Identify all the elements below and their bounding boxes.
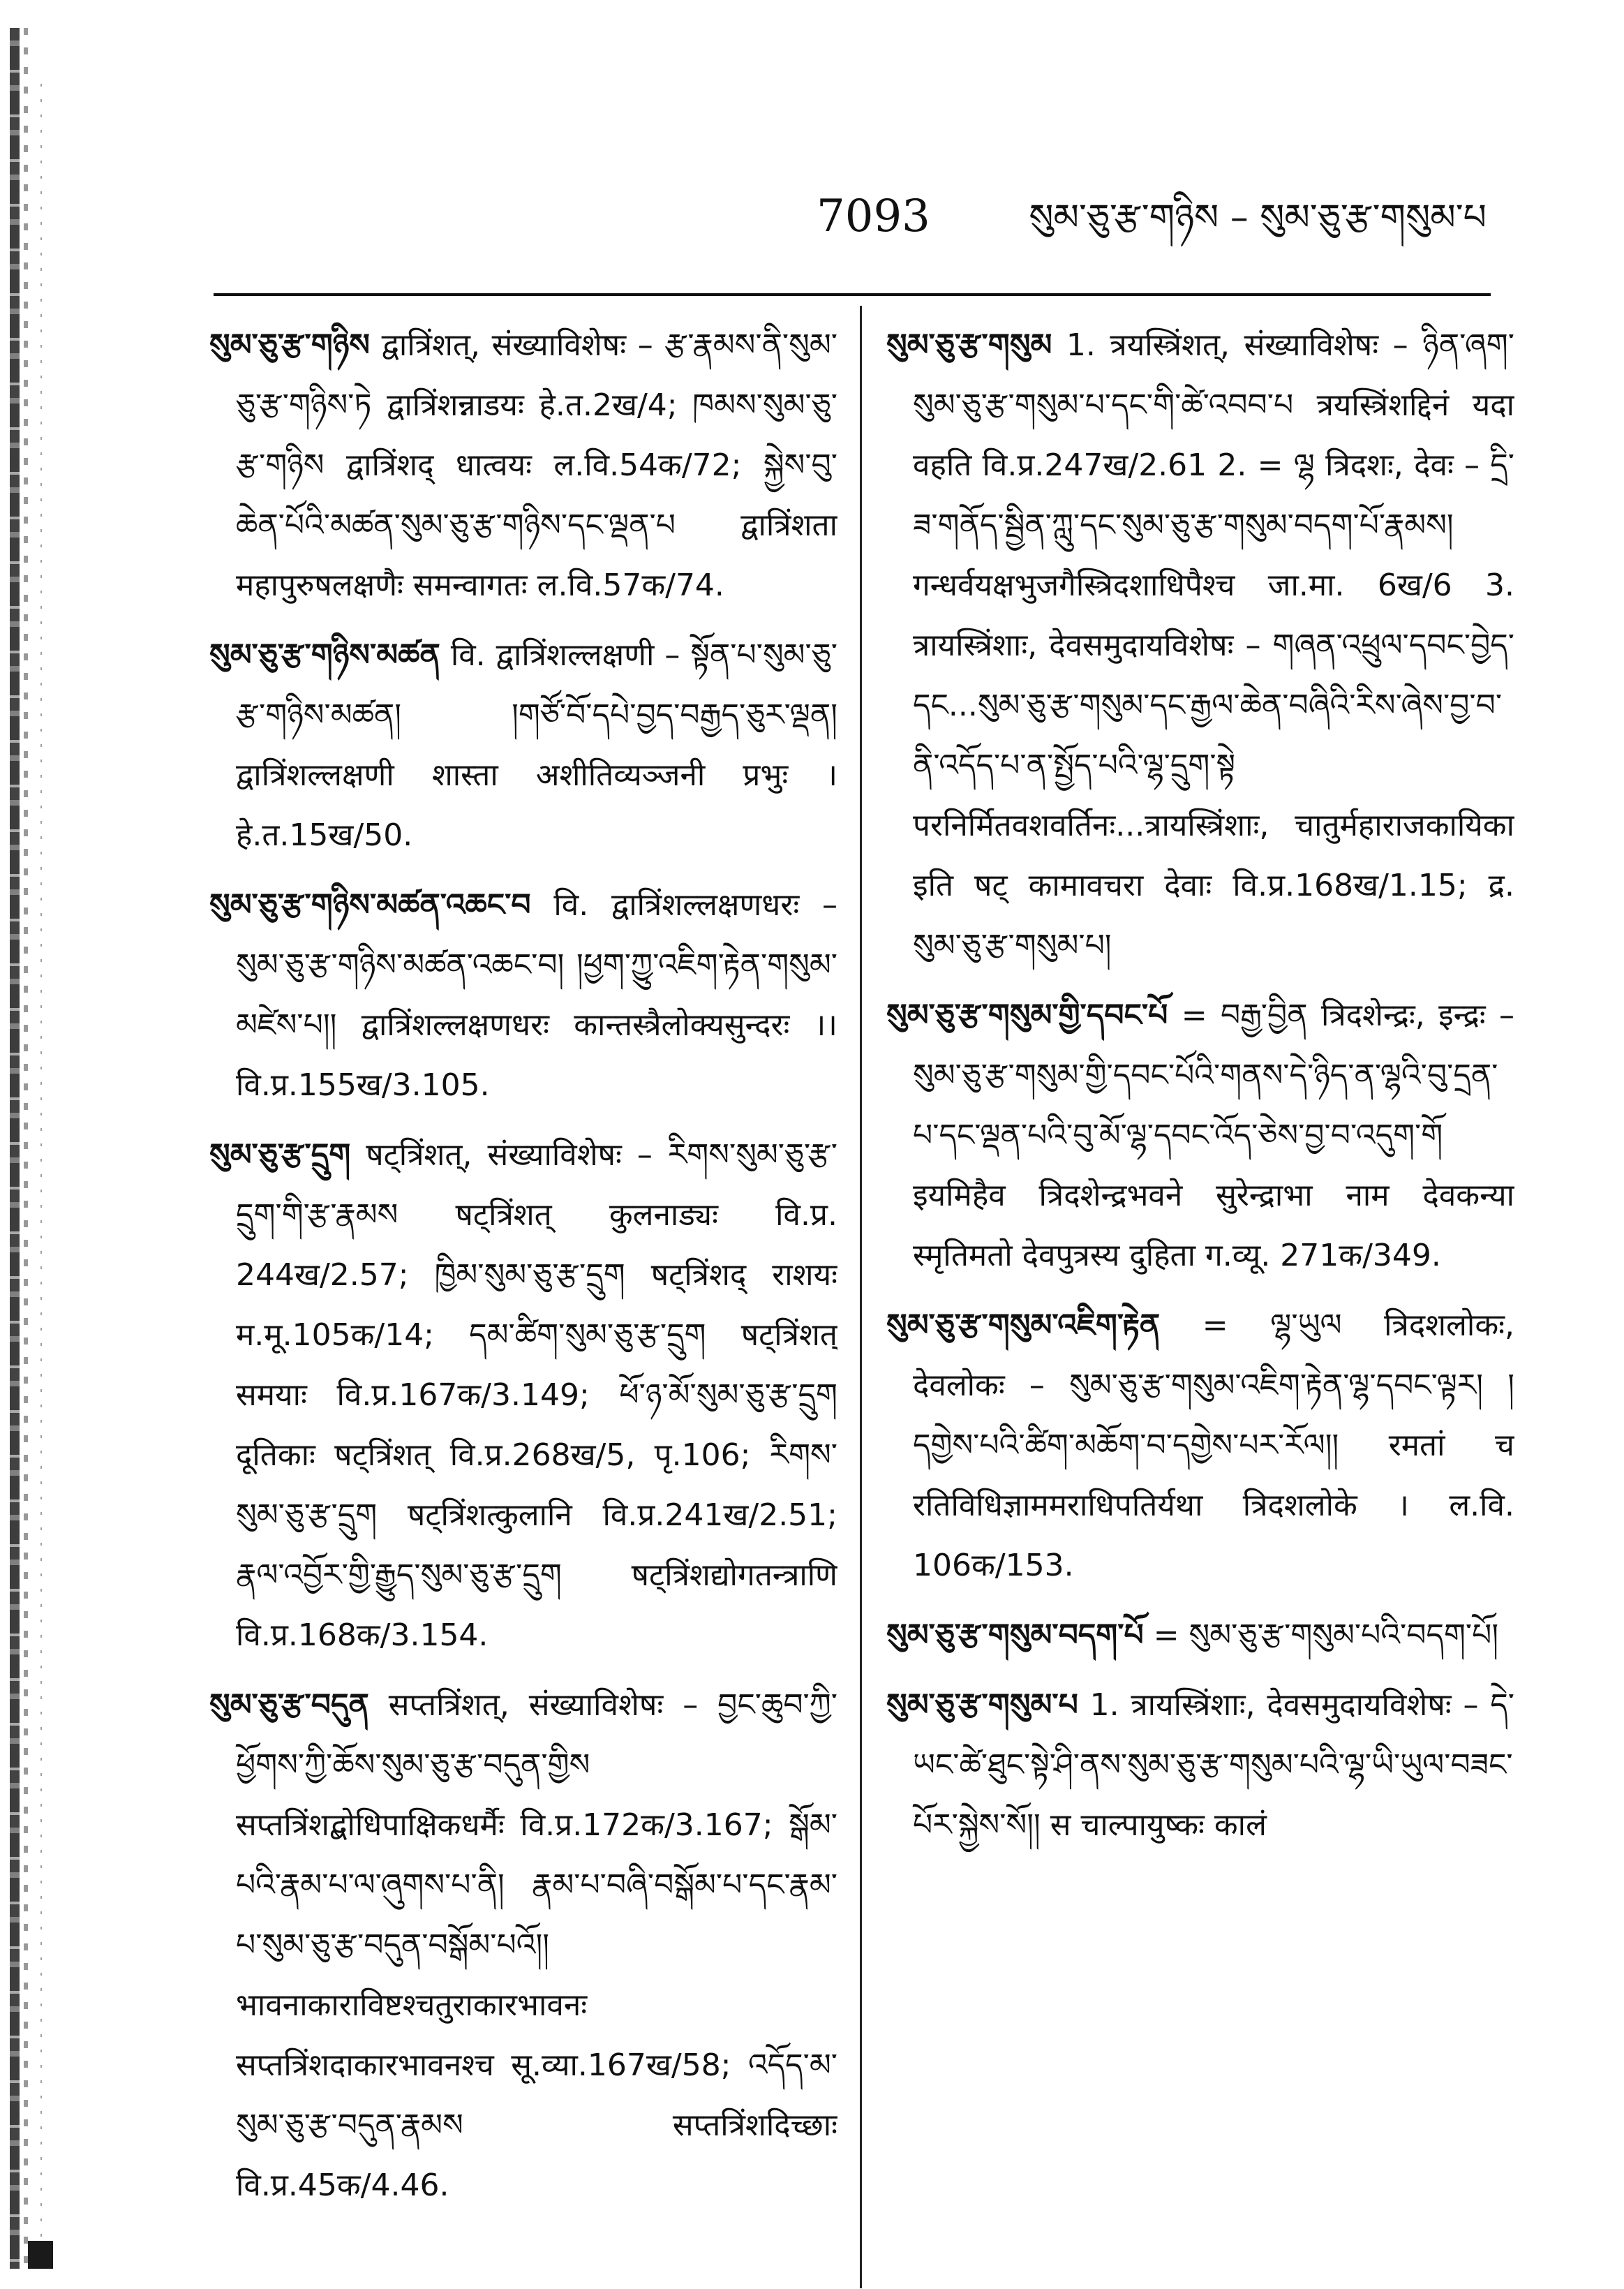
dictionary-entry [209, 625, 837, 866]
entry-body: = སུམ་ཅུ་རྩ་གསུམ་པའི་བདག་པོ། [1153, 1617, 1499, 1653]
entry-body: षट्त्रिंशत्, संख्याविशेषः – རིགས་སུམ་ཅུ་རྩ་དྲུག་གི་རྩ་རྣམས षट्त्रिंशत् कुलनाड्यः वि.प्र. 244ख/2.57; ཁྱིམ་སུམ་ཅུ་རྩ་དྲུག षट्त्रिंशद् राशयः म.मू.105क/14; དམ་ཚིག་སུམ་ཅུ་རྩ་དྲུག षट्त्रिंशत् समयाः वि.प्र.167क/3.149; ཕོ་ཉ་མོ་སུམ་ཅུ་རྩ་དྲུག दूतिकाः षट्त्रिंशत् वि.प्र.268ख/5, पृ.106; རིགས་སུམ་ཅུ་རྩ་དྲུག षट्त्रिंशत्कुलानि वि.प्र.241ख/2.51; རྣལ་འབྱོར་གྱི་རྒྱུད་སུམ་ཅུ་རྩ་དྲུག षट्त्रिंशद्योगतन्त्राणि वि.प्र.168क/3.154. [236, 1137, 837, 1653]
entry-body: सप्तत्रिंशत्, संख्याविशेषः – བྱང་ཆུབ་ཀྱི་ཕྱོགས་ཀྱི་ཆོས་སུམ་ཅུ་རྩ་བདུན་གྱིས सप्तत्रिंशद्बोधिपाक्षिकधर्मैः वि.प्र.172क/3.167; སྒོམ་པའི་རྣམ་པ་ལ་ཞུགས་པ་ནི། རྣམ་པ་བཞི་བསྒོམ་པ་དང་རྣམ་པ་སུམ་ཅུ་རྩ་བདུན་བསྒོམ་པའོ།། भावनाकाराविष्टश्चतुराकारभावनः सप्तत्रिंशदाकारभावनश्च सू.व्या.167ख/58; འདོད་མ་སུམ་ཅུ་རྩ་བདུན་རྣམས सप्तत्रिंशदिच्छाः वि.प्र.45क/4.46. [236, 1687, 837, 2203]
scan-edge-artifact [0, 0, 60, 2289]
entry-headword: སུམ་ཅུ་རྩ་གསུམ་གྱི་དབང་པོ [886, 998, 1168, 1033]
dictionary-entry [209, 316, 837, 616]
page-header [209, 188, 1487, 251]
entry-body: 1. त्रायस्त्रिंशाः, देवसमुदायविशेषः – དེ་ཡང་ཚེ་ཐུང་སྟེ་ཤི་ནས་སུམ་ཅུ་རྩ་གསུམ་པའི་ལྷ་ཡི་ཡུལ་བཟང་པོར་སྐྱེས་སོ།། स चाल्पायुष्कः कालं [913, 1687, 1514, 1843]
right-column [886, 316, 1514, 2270]
entry-headword: སུམ་ཅུ་རྩ་གསུམ་པ [886, 1687, 1078, 1723]
dictionary-entry [209, 875, 837, 1116]
dictionary-entry [886, 316, 1514, 976]
column-divider [860, 306, 862, 2288]
running-head: སུམ་ཅུ་རྩ་གཉིས – སུམ་ཅུ་རྩ་གསུམ་པ [1029, 197, 1487, 239]
dictionary-entry [886, 1296, 1514, 1596]
entry-body: द्वात्रिंशत्, संख्याविशेषः – རྩ་རྣམས་ནི་སུམ་ཅུ་རྩ་གཉིས་ཏེ द्वात्रिंशन्नाडयः हे.त.2ख/4; ཁམས་སུམ་ཅུ་རྩ་གཉིས द्वात्रिंशद् धात्वयः ल.वि.54क/72; སྐྱེས་བུ་ཆེན་པོའི་མཚན་སུམ་ཅུ་རྩ་གཉིས་དང་ལྡན་པ द्वात्रिंशता महापुरुषलक्षणैः समन्वागतः ल.वि.57क/74. [236, 327, 837, 603]
entry-headword: སུམ་ཅུ་རྩ་གཉིས་མཚན [209, 637, 440, 673]
entry-headword: སུམ་ཅུ་རྩ་གསུམ་བདག་པོ [886, 1617, 1144, 1653]
header-rule [214, 293, 1491, 296]
entry-headword: སུམ་ཅུ་རྩ་གཉིས་མཚན་འཆང་བ [209, 887, 531, 923]
entry-headword: སུམ་ཅུ་རྩ་བདུན [209, 1687, 369, 1723]
dictionary-entry [886, 1675, 1514, 1855]
entry-body: 1. त्रयस्त्रिंशत्, संख्याविशेषः – ཉིན་ཞག་སུམ་ཅུ་རྩ་གསུམ་པ་དང་གི་ཚེ་འབབ་པ त्रयस्त्रिंशद्दिनं यदा वहति वि.प्र.247ख/2.61 2. = ལྷ त्रिदशः, देवः – དྲི་ཟ་གནོད་སྦྱིན་ཀླུ་དང་སུམ་ཅུ་རྩ་གསུམ་བདག་པོ་རྣམས། गन्धर्वयक्षभुजगैस्त्रिदशाधिपैश्च जा.मा. 6ख/6 3. त्रायस्त्रिंशाः, देवसमुदायविशेषः – གཞན་འཕྲུལ་དབང་བྱེད་དང...སུམ་ཅུ་རྩ་གསུམ་དང་རྒྱལ་ཆེན་བཞིའི་རིས་ཞེས་བྱ་བ་ནི་འདོད་པ་ན་སྤྱོད་པའི་ལྷ་དྲུག་སྟེ परनिर्मितवशवर्तिनः...त्रायस्त्रिंशाः, चातुर्महाराजकायिका इति षट् कामावचरा देवाः वि.प्र.168ख/1.15; द्र. སུམ་ཅུ་རྩ་གསུམ་པ། [913, 327, 1514, 963]
page-number: 7093 [817, 191, 930, 242]
scan-edge-bar [10, 28, 20, 2269]
entry-body: = བརྒྱ་བྱིན त्रिदशेन्द्रः, इन्द्रः – སུམ་ཅུ་རྩ་གསུམ་གྱི་དབང་པོའི་གནས་དེ་ཉིད་ན་ལྷའི་བུ་དྲན་པ་དང་ལྡན་པའི་བུ་མོ་ལྷ་དབང་འོད་ཅེས་བྱ་བ་འདུག་གོ इयमिहैव त्रिदशेन्द्रभवने सुरेन्द्राभा नाम देवकन्या स्मृतिमतो देवपुत्रस्य दुहिता ग.व्यू. 271क/349. [913, 998, 1514, 1273]
entry-body: = ལྷ་ཡུལ त्रिदशलोकः, देवलोकः – སུམ་ཅུ་རྩ་གསུམ་འཇིག་རྟེན་ལྷ་དབང་ལྟར། །དགྱེས་པའི་ཚིག་མཆོག་བ་དགྱེས་པར་རོལ།། रमतां च रतिविधिज्ञाममराधिपतिर्यथा त्रिदशलोके । ल.वि. 106क/153. [913, 1308, 1514, 1583]
left-column [209, 316, 837, 2270]
dictionary-entry [886, 986, 1514, 1286]
entry-headword: སུམ་ཅུ་རྩ་གསུམ་འཇིག་རྟེན [886, 1308, 1161, 1343]
entry-body: वि. द्वात्रिंशल्लक्षणी – སྟོན་པ་སུམ་ཅུ་རྩ་གཉིས་མཚན། །གཙོ་བོ་དཔེ་བྱད་བརྒྱད་ཅུར་ལྡན། द्वात्रिंशल्लक्षणी शास्ता अशीतिव्यञ्जनी प्रभुः । हे.त.15ख/50. [236, 637, 837, 853]
dictionary-entry [209, 1675, 837, 2216]
entry-headword: སུམ་ཅུ་རྩ་གསུམ [886, 327, 1052, 363]
scan-edge-bar [24, 28, 28, 2269]
scan-edge-foot [28, 2241, 53, 2269]
scan-edge-bar [40, 84, 42, 2248]
dictionary-entry [886, 1606, 1514, 1666]
entry-body: वि. द्वात्रिंशल्लक्षणधरः – སུམ་ཅུ་རྩ་གཉིས་མཚན་འཆང་བ། །ཕྱག་ཀྱུ་འཇིག་རྟེན་གསུམ་མཛེས་པ།། द्वात्रिंशल्लक्षणधरः कान्तस्त्रैलोक्यसुन्दरः ।। वि.प्र.155ख/3.105. [236, 887, 837, 1103]
entry-headword: སུམ་ཅུ་རྩ་གཉིས [209, 327, 370, 363]
entry-headword: སུམ་ཅུ་རྩ་དྲུག [209, 1137, 351, 1173]
dictionary-entry [209, 1125, 837, 1666]
